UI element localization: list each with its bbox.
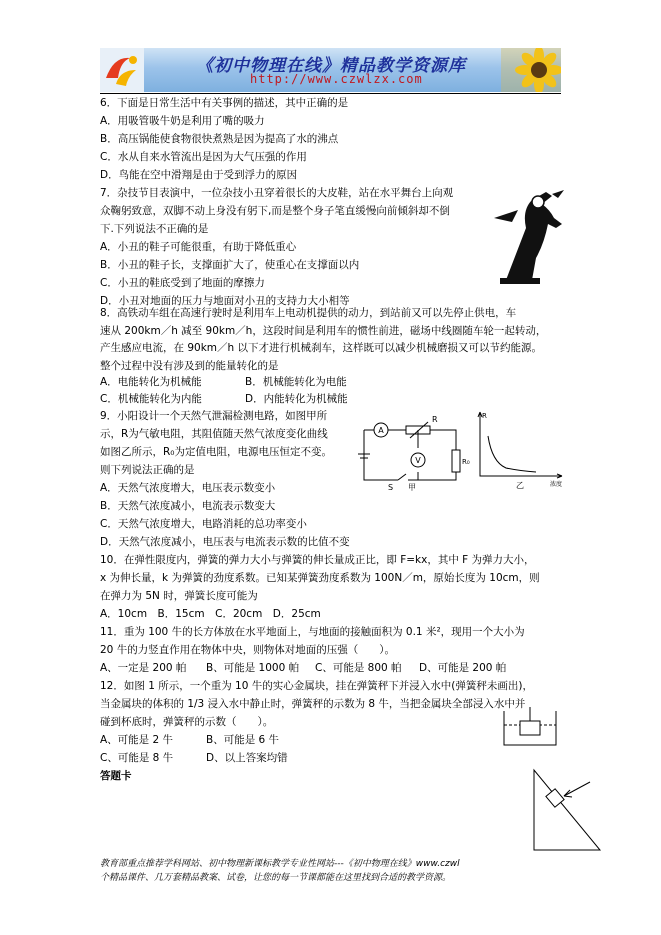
q7-stem-3: 下.下列说法不正确的是 xyxy=(100,223,209,235)
q10-options: A．10cm B．15cm C．20cm D．25cm xyxy=(100,608,321,620)
graph-x-label: 浓度 xyxy=(550,481,563,488)
q8-option-c: C．机械能转化为内能 xyxy=(100,393,202,405)
q9-stem-4: 则下列说法正确的是 xyxy=(100,464,195,476)
q7-option-d: D．小丑对地面的压力与地面对小丑的支持力大小相等 xyxy=(100,295,350,307)
q8-option-a: A．电能转化为机械能 xyxy=(100,376,202,388)
header-rule xyxy=(100,93,561,94)
footer-line-2: 个精品课件、几万套精品教案、试卷，让您的每一节课都能在这里找到合适的教学资源。 xyxy=(100,873,452,883)
q7-stem-1: 7．杂技节目表演中，一位杂技小丑穿着很长的大皮鞋，站在水平舞台上向观 xyxy=(100,187,454,199)
switch-label: S xyxy=(388,483,394,492)
beaker-figure xyxy=(500,707,560,749)
logo-icon xyxy=(100,48,144,92)
q11-option-a: A、一定是 200 帕 xyxy=(100,662,187,674)
q6-option-c: C．水从自来水管流出是因为大气压强的作用 xyxy=(100,151,307,163)
q8-stem-4: 整个过程中没有涉及到的能量转化的是 xyxy=(100,360,279,372)
q10-stem-2: x 为伸长量，k 为弹簧的劲度系数。已知某弹簧劲度系数为 100N／m，原始长度为 10cm，则 xyxy=(100,572,540,584)
resistance-curve-graph xyxy=(472,408,567,492)
q11-option-c: C、可能是 800 帕 xyxy=(315,662,402,674)
q8-option-d: D．内能转化为机械能 xyxy=(245,393,348,405)
circuit-diagram xyxy=(358,410,473,492)
figure-jia-label: 甲 xyxy=(408,483,416,492)
q8-stem-3: 产生感应电流，在 90km／h 以下才进行机械刹车，这样既可以减少机械磨损又可以节约能源。 xyxy=(100,342,542,354)
q12-option-d: D、以上答案均错 xyxy=(206,752,288,764)
q11-stem-2: 20 牛的力竖直作用在物体中央，则物体对地面的压强（ ）。 xyxy=(100,644,395,656)
resistor-r0-label: R₀ xyxy=(462,458,470,466)
q12-stem-3: 碰到杯底时，弹簧秤的示数（ ）。 xyxy=(100,716,274,728)
q10-stem-3: 在弹力为 5N 时，弹簧长度可能为 xyxy=(100,590,258,602)
q12-option-a: A、可能是 2 牛 xyxy=(100,734,174,746)
q6-option-d: D．鸟能在空中滑翔是由于受到浮力的原因 xyxy=(100,169,298,181)
q9-option-c: C．天然气浓度增大，电路消耗的总功率变小 xyxy=(100,518,307,530)
clown-figure xyxy=(492,188,570,288)
answer-card-heading: 答题卡 xyxy=(100,770,132,782)
ammeter-label: A xyxy=(378,426,384,435)
q7-option-c: C．小丑的鞋底受到了地面的摩擦力 xyxy=(100,277,265,289)
q9-stem-2: 示，R为气敏电阻，其阻值随天然气浓度变化曲线 xyxy=(100,428,328,440)
q8-option-b: B．机械能转化为电能 xyxy=(245,376,347,388)
q10-stem-1: 10．在弹性限度内，弹簧的弹力大小与弹簧的伸长量成正比，即 F=kx，其中 F 为弹力大小， xyxy=(100,554,535,566)
q7-stem-2: 众鞠躬致意，双脚不动上身没有躬下,而是整个身子笔直缓慢向前倾斜却不倒 xyxy=(100,205,450,217)
footer-line-1: 教育部重点推荐学科网站、初中物理新课标教学专业性网站---《初中物理在线》www.czwl xyxy=(100,859,460,869)
q9-option-b: B．天然气浓度减小，电流表示数变大 xyxy=(100,500,276,512)
q7-option-a: A．小丑的鞋子可能很重，有助于降低重心 xyxy=(100,241,297,253)
header-banner xyxy=(100,48,561,92)
voltmeter-label: V xyxy=(415,456,421,465)
q9-option-d: D．天然气浓度减小，电压表与电流表示数的比值不变 xyxy=(100,536,350,548)
q7-option-b: B．小丑的鞋子长，支撑面扩大了，使重心在支撑面以内 xyxy=(100,259,360,271)
q6-option-a: A．用吸管吸牛奶是利用了嘴的吸力 xyxy=(100,115,265,127)
q9-option-a: A．天然气浓度增大，电压表示数变小 xyxy=(100,482,276,494)
q6-option-b: B．高压锅能使食物很快煮熟是因为提高了水的沸点 xyxy=(100,133,339,145)
site-url[interactable]: http://www.czwlzx.com xyxy=(250,72,423,86)
q12-stem-1: 12．如图 1 所示，一个重为 10 牛的实心金属块，挂在弹簧秤下并浸入水中(弹簧秤未画出)， xyxy=(100,680,533,692)
inclined-plane-figure xyxy=(528,768,618,852)
q12-option-c: C、可能是 8 牛 xyxy=(100,752,174,764)
q11-option-d: D、可能是 200 帕 xyxy=(419,662,507,674)
q9-stem-1: 9．小阳设计一个天然气泄漏检测电路，如图甲所 xyxy=(100,410,328,422)
resistor-r-label: R xyxy=(432,415,438,424)
q12-stem-2: 当金属块的体积的 1/3 浸入水中静止时，弹簧秤的示数为 8 牛，当把金属块全部浸入水中并 xyxy=(100,698,526,710)
q9-stem-3: 如图乙所示，R₀为定值电阻，电源电压恒定不变。 xyxy=(100,446,333,458)
q11-stem-1: 11．重为 100 牛的长方体放在水平地面上，与地面的接触面积为 0.1 米²，现用一个大小为 xyxy=(100,626,525,638)
q12-option-b: B、可能是 6 牛 xyxy=(206,734,280,746)
site-title: 《初中物理在线》精品教学资源库 xyxy=(196,56,466,76)
sunflower-icon xyxy=(501,48,561,92)
q8-stem-2: 速从 200km／h 减至 90km／h，这段时间是利用车的惯性前进，磁场中线圈随车轮一起转动， xyxy=(100,325,547,337)
q6-stem: 6．下面是日常生活中有关事例的描述，其中正确的是 xyxy=(100,97,349,109)
q11-option-b: B、可能是 1000 帕 xyxy=(206,662,300,674)
figure-yi-label: 乙 xyxy=(516,481,524,490)
graph-y-label: R xyxy=(482,412,487,420)
q8-stem-1: 8．高铁动车组在高速行驶时是利用车上电动机提供的动力，到站前又可以先停止供电，车 xyxy=(100,307,517,319)
